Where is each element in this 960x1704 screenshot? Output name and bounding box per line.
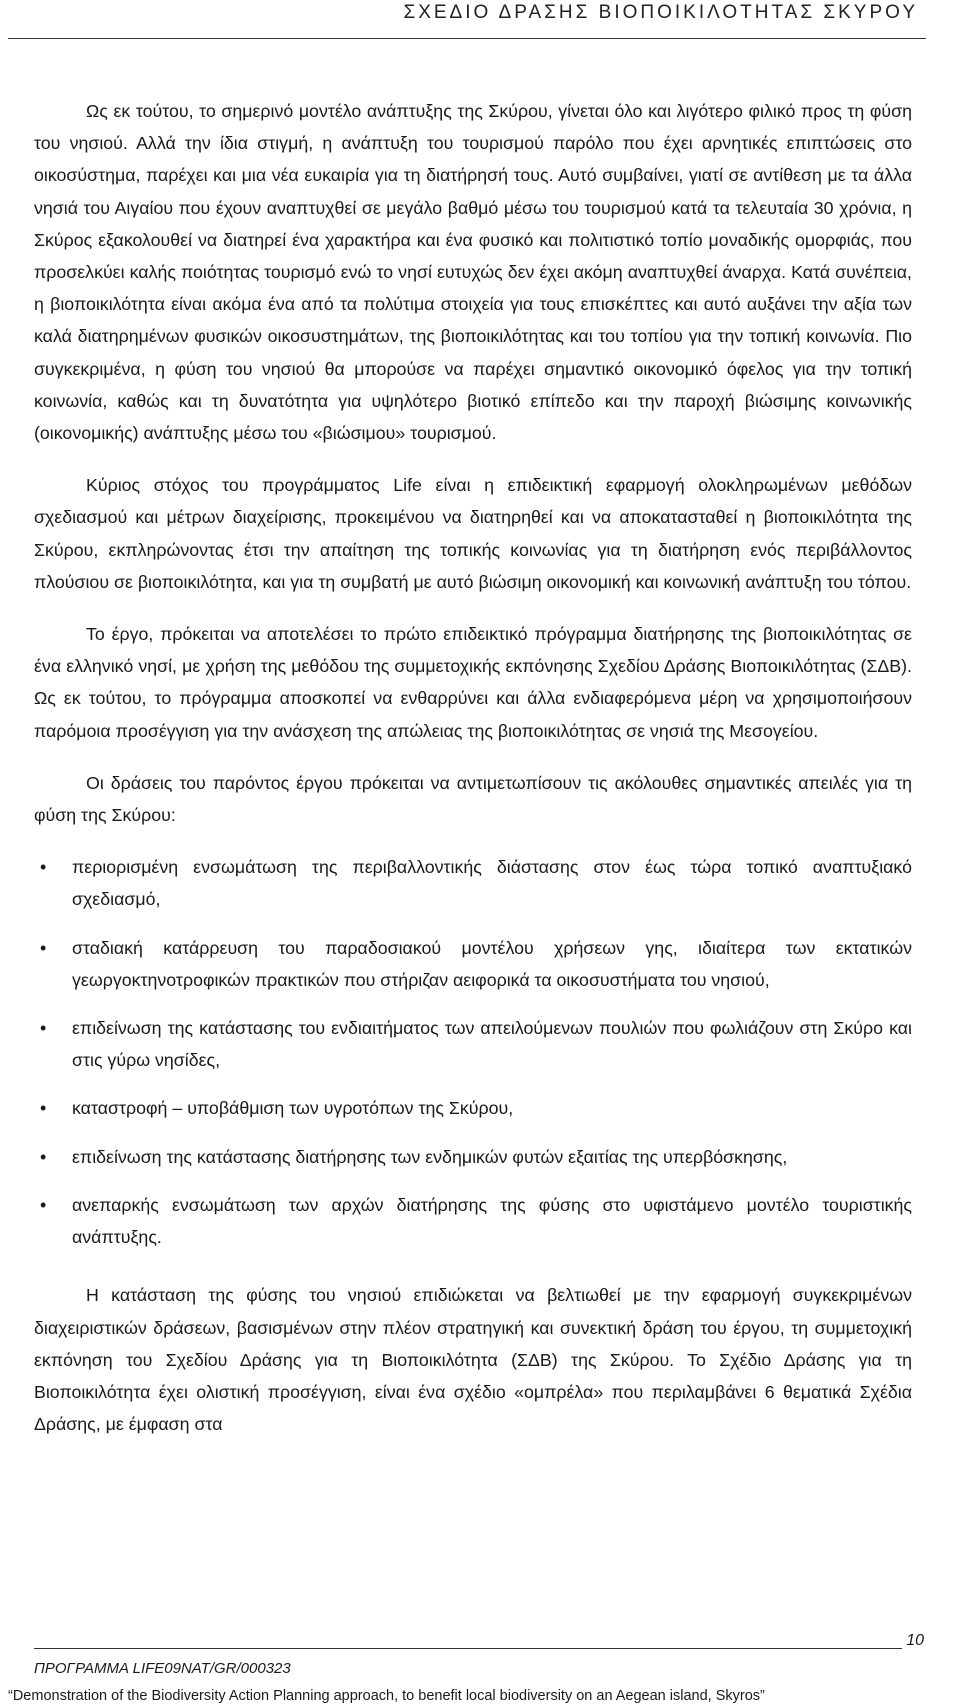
- threats-list: [34, 851, 912, 1253]
- list-item-text: καταστροφή – υποβάθμιση των υγροτόπων της Σκύρου,: [72, 1098, 514, 1119]
- header-divider: [8, 38, 926, 39]
- bullet-icon: •: [40, 1018, 47, 1039]
- page-footer: [0, 1630, 960, 1702]
- footer-divider: [34, 1648, 902, 1649]
- list-item: [40, 1141, 912, 1173]
- bullet-icon: •: [40, 1146, 47, 1167]
- page-header: [0, 0, 960, 42]
- program-title: “Demonstration of the Biodiversity Action Planning approach, to benefit local biodiversity on an Aegean island, Skyros”: [8, 1688, 765, 1704]
- list-item-text: περιορισμένη ενσωμάτωση της περιβαλλοντικής διάστασης στον έως τώρα τοπικό αναπτυξιακό σχεδιασμό,: [72, 857, 912, 910]
- list-item: [40, 851, 912, 915]
- list-item: [40, 932, 912, 996]
- list-item-text: επιδείνωση της κατάστασης διατήρησης των ενδημικών φυτών εξαιτίας της υπερβόσκησης,: [72, 1146, 788, 1167]
- bullet-icon: •: [40, 937, 47, 958]
- document-body: [34, 95, 912, 1460]
- paragraph-development-model: Ως εκ τούτου, το σημερινό μοντέλο ανάπτυξης της Σκύρου, γίνεται όλο και λιγότερο φιλικό προς τη φύση του νησιού. Αλλά την ίδια στιγμή, η ανάπτυξη του τουρισμού παρόλο που έχει αρνητικές επιπτώσεις στο οικοσύστημα, παρέχει και μια νέα ευκαιρία για τη διατήρησή τους. Αυτό συμβαίνει, γιατί σε αντίθεση με τα άλλα νησιά του Αιγαίου που έχουν αναπτυχθεί σε μεγάλο βαθμό μέσω του τουρισμού κατά τα τελευταία 30 χρόνια, η Σκύρος εξακολουθεί να διατηρεί ένα χαρακτήρα και ένα φυσικό και πολιτιστικό τοπίο μοναδικής ομορφιάς, που προσελκύει καλής ποιότητας τουρισμό ενώ το νησί ευτυχώς δεν έχει ακόμη αναπτυχθεί άναρχα. Κατά συνέπεια, η βιοποικιλότητα είναι ακόμα ένα από τα πολύτιμα στοιχεία για τους επισκέπτες και αυτό αυξάνει την αξία των καλά διατηρημένων φυσικών οικοσυστημάτων, της βιοποικιλότητας και του τοπίου για την τοπική κοινωνία. Πιο συγκεκριμένα, η φύση του νησιού θα μπορούσε να παρέχει σημαντικό οικονομικό όφελος για την τοπική κοινωνία, καθώς και τη δυνατότητα για υψηλότερο βιοτικό επίπεδο και την παροχή βιώσιμης κοινωνικής (οικονομικής) ανάπτυξης μέσω του «βιώσιμου» τουρισμού.: [34, 101, 912, 444]
- list-item: [40, 1092, 912, 1124]
- bullet-icon: •: [40, 1194, 47, 1215]
- list-item: [40, 1189, 912, 1253]
- list-item-text: επιδείνωση της κατάστασης του ενδιαιτήματος των απειλούμενων πουλιών που φωλιάζουν στη Σκύρο και στις γύρω νησίδες,: [72, 1018, 912, 1071]
- paragraph-life-objective: Κύριος στόχος του προγράμματος Life είναι η επιδεικτική εφαρμογή ολοκληρωμένων μεθόδων σχεδιασμού και μέτρων διαχείρισης, προκειμένου να διατηρηθεί και να αποκατασταθεί η βιοποικιλότητα της Σκύρου, εκπληρώνοντας έτσι την απαίτηση της τοπικής κοινωνίας για τη διατήρηση ενός περιβάλλοντος πλούσιου σε βιοποικιλότητα, και για τη συμβατή με αυτό βιώσιμη οικονομική και κοινωνική ανάπτυξη του τόπου.: [34, 475, 912, 592]
- list-item-text: ανεπαρκής ενσωμάτωση των αρχών διατήρησης της φύσης στο υφιστάμενο μοντέλο τουριστικής ανάπτυξης.: [72, 1194, 912, 1248]
- paragraph-demonstration-project: Το έργο, πρόκειται να αποτελέσει το πρώτο επιδεικτικό πρόγραμμα διατήρησης της βιοποικιλότητας σε ένα ελληνικό νησί, με χρήση της μεθόδου της συμμετοχικής εκπόνησης Σχεδίου Δράσης Βιοποικιλότητας (ΣΔΒ). Ως εκ τούτου, το πρόγραμμα αποσκοπεί να ενθαρρύνει και άλλα ενδιαφερόμενα μέρη να χρησιμοποιήσουν παρόμοια προσέγγιση για την ανάσχεση της απώλειας της βιοποικιλότητας σε νησιά της Μεσογείου.: [34, 624, 912, 741]
- page-number: 10: [906, 1632, 924, 1649]
- bullet-icon: •: [40, 1098, 47, 1119]
- paragraph-action-plan: Η κατάσταση της φύσης του νησιού επιδιώκεται να βελτιωθεί με την εφαρμογή συγκεκριμένων διαχειριστικών δράσεων, βασισμένων στην πλέον στρατηγική και συνεκτική δράση του έργου, τη συμμετοχική εκπόνηση του Σχεδίου Δράσης για τη Βιοποικιλότητα (ΣΔΒ) της Σκύρου. Το Σχέδιο Δράσης για τη Βιοποικιλότητα έχει ολιστική προσέγγιση, είναι ένα σχέδιο «ομπρέλα» που περιλαμβάνει 6 θεματικά Σχέδια Δράσης, με έμφαση στα: [34, 1285, 912, 1435]
- bullet-icon: •: [40, 857, 47, 878]
- paragraph-threats-intro: Οι δράσεις του παρόντος έργου πρόκειται να αντιμετωπίσουν τις ακόλουθες σημαντικές απειλές για τη φύση της Σκύρου:: [34, 772, 912, 826]
- list-item-text: σταδιακή κατάρρευση του παραδοσιακού μοντέλου χρήσεων γης, ιδιαίτερα των εκτατικών γεωργοκτηνοτροφικών πρακτικών που στήριζαν αειφορικά τα οικοσυστήματα του νησιού,: [72, 937, 912, 990]
- document-title: ΣΧΕΔΙΟ ΔΡΑΣΗΣ ΒΙΟΠΟΙΚΙΛΟΤΗΤΑΣ ΣΚΥΡΟΥ: [403, 2, 918, 23]
- program-code: ΠΡΟΓΡΑΜΜΑ LIFE09NAT/GR/000323: [34, 1660, 291, 1677]
- list-item: [40, 1012, 912, 1076]
